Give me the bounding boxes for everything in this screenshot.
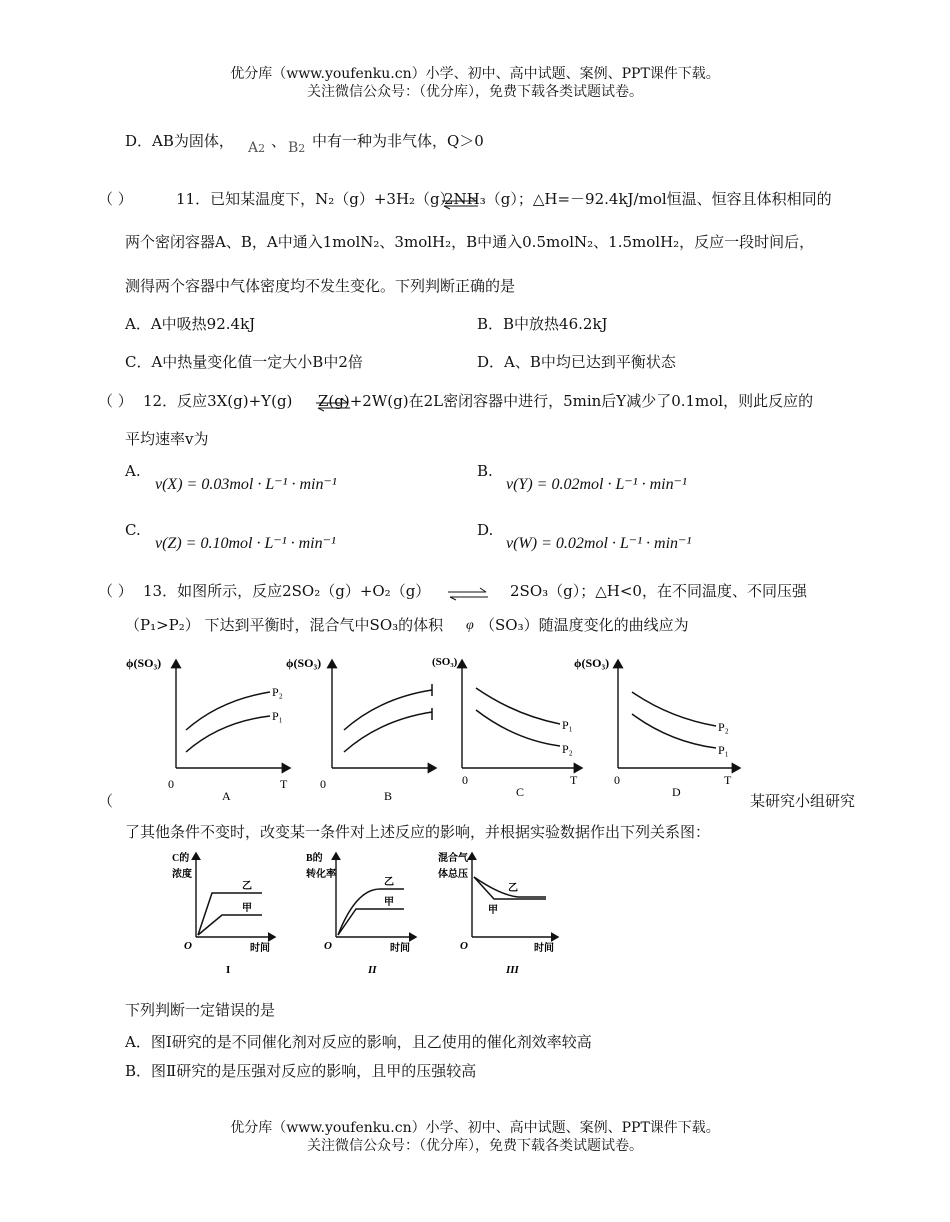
q13-graph-a[interactable] xyxy=(126,656,290,800)
q11-option-a[interactable]: A．A中吸热92.4kJ xyxy=(125,315,256,333)
graph-b-ylabel: ϕ(SO₃) xyxy=(286,656,322,670)
footer-line-2: 关注微信公众号：（优分库），免费下载各类试题试卷。 xyxy=(307,1138,643,1154)
q14-stem-line-2: 了其他条件不变时，改变某一条件对上述反应的影响，并根据实验数据作出下列关系图： xyxy=(125,823,711,841)
q10-a2-symbol: A2 xyxy=(248,140,266,156)
graph-1-xlabel: 时间 xyxy=(250,943,270,954)
graph-1-curve-jia xyxy=(198,915,262,935)
graph-a-xlabel: T xyxy=(280,777,288,791)
graph-2-curve-yi xyxy=(338,889,404,935)
graph-b-origin: 0 xyxy=(320,777,326,791)
q12-option-a-label[interactable]: A. xyxy=(125,462,141,480)
footer-line-1: 优分库（www.youfenku.cn）小学、初中、高中试题、案例、PPT课件下载。 xyxy=(230,1120,720,1136)
graph-d-xlabel: T xyxy=(724,773,732,787)
graph-1-ylabel-1: C的 xyxy=(172,853,190,864)
graph-a-tag: A xyxy=(222,789,231,800)
header-line-2: 关注微信公众号：（优分库），免费下载各类试题试卷。 xyxy=(307,84,643,100)
graph-3-ylabel-1: 混合气 xyxy=(438,853,468,864)
graph-2-ylabel-1: B的 xyxy=(306,853,323,864)
q12-stem-line-1: 12．反应3X(g)+Y(g) xyxy=(143,392,293,410)
graph-3-ylabel-2: 体总压 xyxy=(438,869,468,880)
q12-option-c-label[interactable]: C. xyxy=(125,521,141,539)
graph-d-origin: 0 xyxy=(614,773,620,787)
q11-stem-line-2: 两个密闭容器A、B，A中通入1molN₂、3molH₂，B中通入0.5molN₂、1.5molH₂，反应一段时间后， xyxy=(125,233,815,251)
q11-option-d[interactable]: D．A、B中均已达到平衡状态 xyxy=(477,353,676,371)
graph-b-curve-bottom xyxy=(344,712,432,752)
graph-3-tag: III xyxy=(506,964,519,976)
q14-graphs xyxy=(160,845,580,980)
q14-graph-1[interactable] xyxy=(172,851,275,976)
header-line-1: 优分库（www.youfenku.cn）小学、初中、高中试题、案例、PPT课件下载。 xyxy=(230,66,720,82)
graph-d-curve-top xyxy=(632,692,716,726)
q13-graph-b[interactable] xyxy=(286,656,436,800)
graph-2-tag: II xyxy=(368,964,377,976)
graph-a-curve-bottom xyxy=(186,716,270,752)
q14-judge-prompt: 下列判断一定错误的是 xyxy=(125,1001,276,1019)
graph-1-origin: O xyxy=(184,940,192,952)
graph-c-tag: C xyxy=(516,785,525,799)
graph-a-ylabel: ϕ(SO₃) xyxy=(126,656,162,670)
q10-option-d-start: D．AB为固体， xyxy=(125,132,234,150)
graph-a-label-top: P₂ xyxy=(272,685,283,699)
graph-c-ylabel: (SO₃) xyxy=(432,656,458,668)
graph-a-curve-top xyxy=(186,692,270,730)
graph-a-label-bottom: P₁ xyxy=(272,709,283,723)
graph-d-curve-bottom xyxy=(632,714,716,748)
q11-option-b[interactable]: B．B中放热46.2kJ xyxy=(477,315,608,333)
graph-1-tag: I xyxy=(226,964,231,976)
graph-2-label-jia: 甲 xyxy=(384,897,394,908)
graph-c-label-bottom: P₂ xyxy=(562,742,573,756)
graph-2-origin: O xyxy=(324,940,332,952)
q13-graph-d[interactable] xyxy=(574,656,740,799)
q12-option-b-formula: v(Y) = 0.02mol · L⁻¹ · min⁻¹ xyxy=(506,476,687,493)
graph-c-xlabel: T xyxy=(570,773,578,787)
q12-stem-line-1b: Z(g)+2W(g)在2L密闭容器中进行，5min后Y减少了0.1mol，则此反应的 xyxy=(318,392,814,410)
graph-2-xlabel: 时间 xyxy=(390,943,410,954)
q10-separator: 、 xyxy=(271,132,287,150)
q12-option-b-label[interactable]: B. xyxy=(477,462,493,480)
reversible-arrow-icon xyxy=(446,587,490,601)
q12-option-d-label[interactable]: D. xyxy=(477,521,494,539)
q11-stem-line-1: 11．已知某温度下，N₂（g）+3H₂（g） xyxy=(176,190,455,208)
graph-1-curve-yi xyxy=(198,893,262,935)
graph-d-label-top: P₂ xyxy=(718,720,729,734)
graph-2-label-yi: 乙 xyxy=(384,877,394,888)
q10-option-d-end: 中有一种为非气体，Q＞0 xyxy=(312,132,484,150)
graph-3-label-yi: 乙 xyxy=(508,883,518,894)
graph-d-tag: D xyxy=(672,785,681,799)
graph-c-label-top: P₁ xyxy=(562,718,573,732)
graph-3-label-jia: 甲 xyxy=(488,905,498,916)
q14-option-a[interactable]: A．图I研究的是不同催化剂对反应的影响，且乙使用的催化剂效率较高 xyxy=(125,1033,592,1051)
q12-option-d-formula: v(W) = 0.02mol · L⁻¹ · min⁻¹ xyxy=(506,535,692,552)
graph-d-label-bottom: P₁ xyxy=(718,743,729,757)
q13-stem-line-2b: （SO₃）随温度变化的曲线应为 xyxy=(480,616,689,634)
q13-graphs xyxy=(120,650,770,800)
q11-option-c[interactable]: C．A中热量变化值一定大小B中2倍 xyxy=(125,353,363,371)
q14-answer-blank[interactable]: （ xyxy=(98,792,114,810)
q13-stem-line-2: （P₁>P₂） 下达到平衡时，混合气中SO₃的体积 xyxy=(125,616,444,634)
graph-1-label-yi: 乙 xyxy=(242,881,252,892)
q14-graph-2[interactable] xyxy=(306,851,416,976)
q11-answer-blank[interactable]: （ ） xyxy=(98,190,133,208)
graph-3-xlabel: 时间 xyxy=(534,943,554,954)
graph-c-origin: 0 xyxy=(462,773,468,787)
graph-d-ylabel: ϕ(SO₃) xyxy=(574,656,610,670)
graph-1-label-jia: 甲 xyxy=(242,903,252,914)
q12-stem-line-2: 平均速率v为 xyxy=(125,430,209,448)
graph-1-ylabel-2: 浓度 xyxy=(172,869,192,880)
q13-graph-c[interactable] xyxy=(432,656,582,799)
graph-a-origin: 0 xyxy=(168,777,174,791)
graph-c-curve-bottom xyxy=(476,710,560,746)
q14-stem-line-1-tail: 某研究小组研究 xyxy=(750,792,856,810)
q13-stem-line-1: 13．如图所示，反应2SO₂（g）+O₂（g） xyxy=(143,582,431,600)
q13-answer-blank[interactable]: （ ） xyxy=(98,582,133,600)
graph-3-origin: O xyxy=(460,940,468,952)
graph-b-tag: B xyxy=(384,789,393,800)
q11-stem-line-3: 测得两个容器中气体密度均不发生变化。下列判断正确的是 xyxy=(125,277,516,295)
q11-stem-line-1b: 2NH₃（g）；△H=－92.4kJ/mol恒温、恒容且体积相同的 xyxy=(444,190,832,208)
q12-answer-blank[interactable]: （ ） xyxy=(98,392,133,410)
graph-2-ylabel-2: 转化率 xyxy=(306,869,336,880)
q12-option-a-formula: v(X) = 0.03mol · L⁻¹ · min⁻¹ xyxy=(155,476,337,493)
q14-graph-3[interactable] xyxy=(438,851,558,976)
q12-option-c-formula: v(Z) = 0.10mol · L⁻¹ · min⁻¹ xyxy=(155,535,336,552)
q13-stem-line-1b: 2SO₃（g）；△H<0，在不同温度、不同压强 xyxy=(510,582,807,600)
q10-b2-symbol: B2 xyxy=(288,140,306,156)
q13-phi-symbol: φ xyxy=(466,618,474,633)
q14-option-b[interactable]: B．图Ⅱ研究的是压强对反应的影响，且甲的压强较高 xyxy=(125,1062,477,1080)
